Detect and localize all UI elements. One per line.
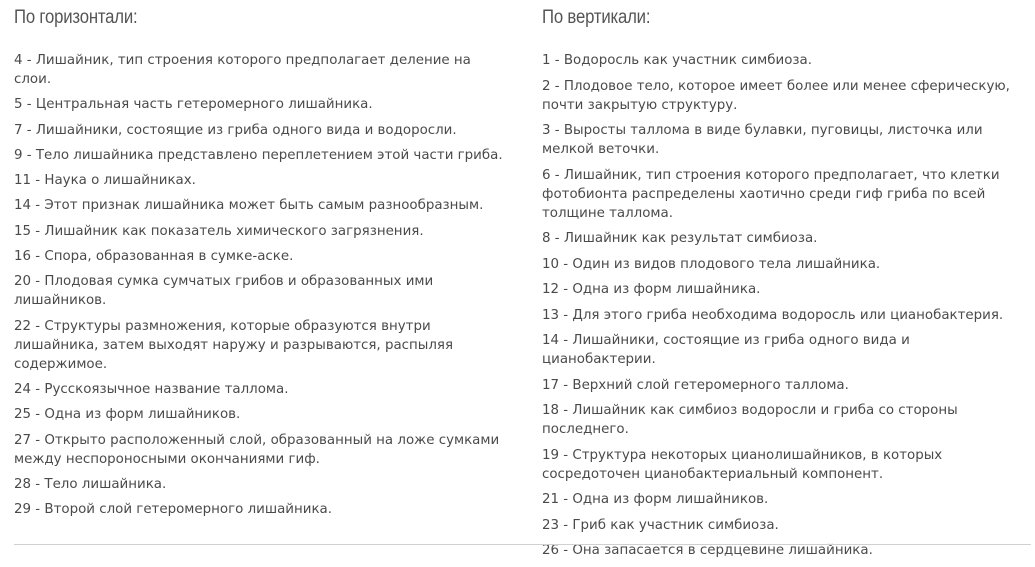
across-clue: 11 - Наука о лишайниках.: [14, 173, 196, 189]
down-clue: 1 - Водоросль как участник симбиоза.: [542, 53, 813, 68]
across-clue: 20 - Плодовая сумка сумчатых грибов и образованных ими лишайников.: [14, 274, 434, 309]
across-clue: 29 - Второй слой гетеромерного лишайника.: [14, 502, 332, 518]
down-clue: 14 - Лишайники, состоящие из гриба одного вида и цианобактерии.: [542, 333, 910, 367]
across-clue: 24 - Русскоязычное название таллома.: [14, 381, 289, 397]
across-clue: 5 - Центральная часть гетеромерного лишайника.: [14, 97, 373, 113]
across-clue: 7 - Лишайники, состоящие из гриба одного вида и водоросли.: [14, 122, 457, 138]
down-clue: 21 - Одна из форм лишайников.: [542, 492, 769, 507]
across-clue: 4 - Лишайник, тип строения которого предполагает деление на слои.: [14, 53, 471, 87]
down-clues-column: [542, 6, 1020, 567]
across-clue: 15 - Лишайник как показатель химического загрязнения.: [14, 223, 424, 239]
down-clue: 6 - Лишайник, тип строения которого предполагает, что клетки фотобионта распределены хаотично среди гиф гриба по всей толщине таллома.: [542, 167, 1000, 221]
across-clue: 16 - Спора, образованная в сумке-аске.: [14, 249, 294, 265]
across-clue: 22 - Структуры размножения, которые образуются внутри лишайника, затем выходят наружу и разрываются, распыляя содержимое.: [14, 318, 454, 372]
down-clue: 18 - Лишайник как симбиоз водоросли и гриба со стороны последнего.: [542, 403, 958, 437]
down-clue-list: [542, 51, 1020, 560]
across-heading: По горизонтали:: [14, 7, 138, 28]
down-clue: 26 - Она запасается в сердцевине лишайника.: [542, 543, 873, 558]
across-clue: 25 - Одна из форм лишайников.: [14, 407, 241, 423]
down-clue: 17 - Верхний слой гетеромерного таллома.: [542, 377, 849, 393]
across-clue: 27 - Открыто расположенный слой, образованный на ложе сумками между неспороносными окончаниями гиф.: [14, 432, 500, 467]
across-clue: 28 - Тело лишайника.: [14, 476, 167, 492]
across-clue-list: [14, 51, 504, 519]
down-clue: 23 - Гриб как участник симбиоза.: [542, 517, 779, 533]
across-clue: 14 - Этот признак лишайника может быть самым разнообразным.: [14, 198, 484, 214]
down-clue: 13 - Для этого гриба необходима водоросль или цианобактерия.: [542, 307, 1004, 323]
across-clues-column: [14, 6, 504, 525]
across-clue: 9 - Тело лишайника представлено переплетением этой части гриба.: [14, 147, 503, 163]
down-clue: 3 - Выросты таллома в виде булавки, пуговицы, листочка или мелкой веточки.: [542, 123, 983, 157]
down-clue: 2 - Плодовое тело, которое имеет более или менее сферическую, почти закрытую структуру.: [542, 78, 1010, 113]
down-clue: 8 - Лишайник как результат симбиоза.: [542, 231, 818, 246]
down-clue: 12 - Одна из форм лишайника.: [542, 282, 761, 297]
down-clue: 10 - Один из видов плодового тела лишайника.: [542, 256, 881, 272]
down-heading: По вертикали:: [542, 7, 651, 28]
down-clue: 19 - Структура некоторых цианолишайников, в которых сосредоточен цианобактериальный компонент.: [542, 447, 943, 482]
bottom-divider: [14, 544, 1031, 545]
